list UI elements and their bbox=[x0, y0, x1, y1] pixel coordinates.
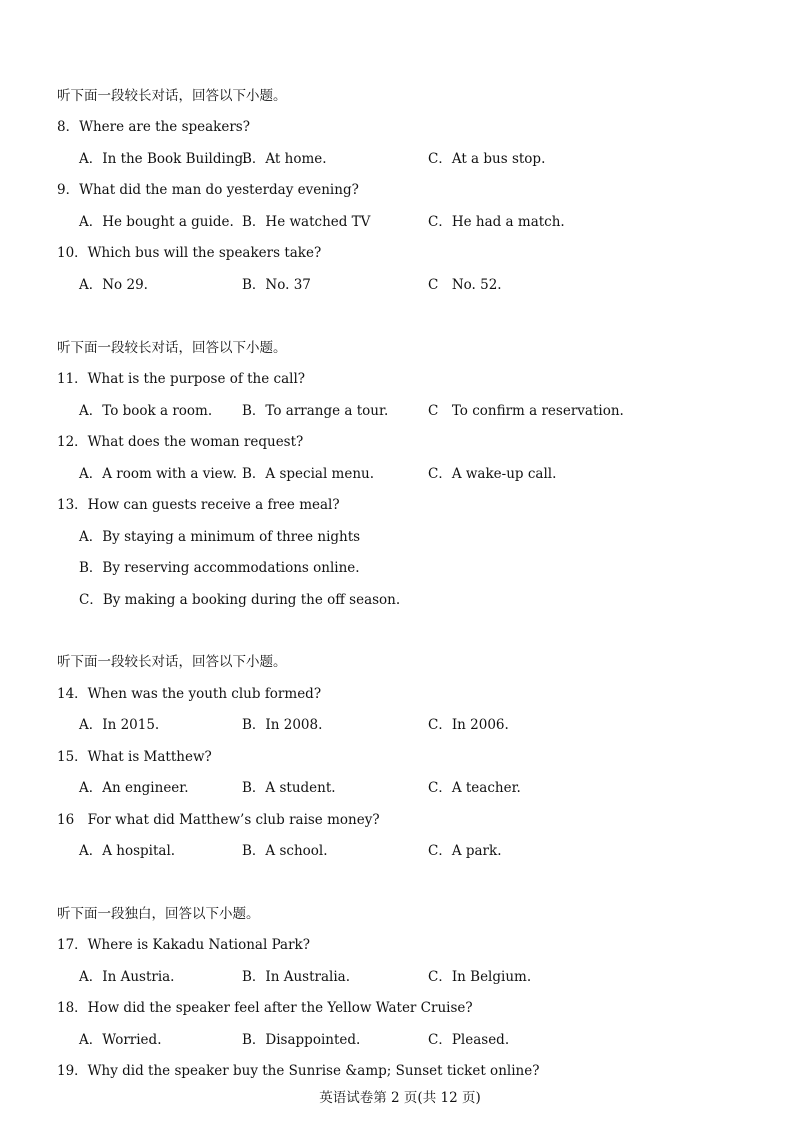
option-a: A．Worried. bbox=[79, 1032, 162, 1048]
option-a: A．A room with a view. bbox=[79, 466, 237, 482]
option-c: C．In Belgium. bbox=[428, 969, 532, 985]
option-b: B．Disappointed. bbox=[242, 1032, 361, 1048]
section-instruction: 听下面一段较长对话，回答以下小题。 bbox=[57, 340, 287, 356]
question-stem: 12．What does the woman request? bbox=[57, 434, 304, 450]
option-b: B．In Australia. bbox=[242, 969, 351, 985]
question-stem: 18．How did the speaker feel after the Yellow Water Cruise? bbox=[57, 1000, 473, 1016]
question-stem: 10．Which bus will the speakers take? bbox=[57, 245, 322, 261]
option-c: C No. 52. bbox=[428, 277, 502, 293]
question-stem: 11．What is the purpose of the call? bbox=[57, 371, 306, 387]
page-footer: 英语试卷第 2 页(共 12 页) bbox=[319, 1090, 481, 1106]
option-a: A．In Austria. bbox=[79, 969, 175, 985]
option-b: B．A student. bbox=[242, 780, 336, 796]
option-a: A．He bought a guide. bbox=[79, 214, 234, 230]
option-c: C．A wake-up call. bbox=[428, 466, 557, 482]
section-instruction: 听下面一段较长对话，回答以下小题。 bbox=[57, 654, 287, 670]
option-c: C To confirm a reservation. bbox=[428, 403, 624, 419]
option-c: C．A teacher. bbox=[428, 780, 521, 796]
option-a: A．By staying a minimum of three nights bbox=[79, 529, 361, 545]
option-b: B．No. 37 bbox=[242, 277, 311, 293]
option-a: A．In the Book Building. bbox=[79, 151, 248, 167]
question-stem: 15．What is Matthew? bbox=[57, 749, 212, 765]
question-stem: 19．Why did the speaker buy the Sunrise &amp; Sunset ticket online? bbox=[57, 1063, 540, 1079]
option-c: C．By making a booking during the off season. bbox=[79, 592, 401, 608]
section-instruction: 听下面一段较长对话，回答以下小题。 bbox=[57, 88, 287, 104]
option-c: C．Pleased. bbox=[428, 1032, 510, 1048]
option-b: B．A school. bbox=[242, 843, 328, 859]
option-c: C．He had a match. bbox=[428, 214, 565, 230]
question-stem: 17．Where is Kakadu National Park? bbox=[57, 937, 310, 953]
option-c: C．In 2006. bbox=[428, 717, 509, 733]
option-b: B．A special menu. bbox=[242, 466, 375, 482]
option-a: A．An engineer. bbox=[79, 780, 189, 796]
option-b: B．In 2008. bbox=[242, 717, 323, 733]
option-a: A．No 29. bbox=[79, 277, 148, 293]
question-stem: 16 For what did Matthew’s club raise money? bbox=[57, 812, 380, 828]
question-stem: 9．What did the man do yesterday evening? bbox=[57, 182, 359, 198]
question-stem: 8．Where are the speakers? bbox=[57, 119, 250, 135]
option-c: C．At a bus stop. bbox=[428, 151, 546, 167]
option-b: B．At home. bbox=[242, 151, 327, 167]
option-c: C．A park. bbox=[428, 843, 502, 859]
section-instruction: 听下面一段独白，回答以下小题。 bbox=[57, 906, 260, 922]
question-stem: 13．How can guests receive a free meal? bbox=[57, 497, 340, 513]
option-b: B．He watched TV bbox=[242, 214, 371, 230]
option-b: B．By reserving accommodations online. bbox=[79, 560, 360, 576]
option-b: B．To arrange a tour. bbox=[242, 403, 389, 419]
question-stem: 14．When was the youth club formed? bbox=[57, 686, 322, 702]
option-a: A．A hospital. bbox=[79, 843, 176, 859]
option-a: A．In 2015. bbox=[79, 717, 160, 733]
option-a: A．To book a room. bbox=[79, 403, 213, 419]
